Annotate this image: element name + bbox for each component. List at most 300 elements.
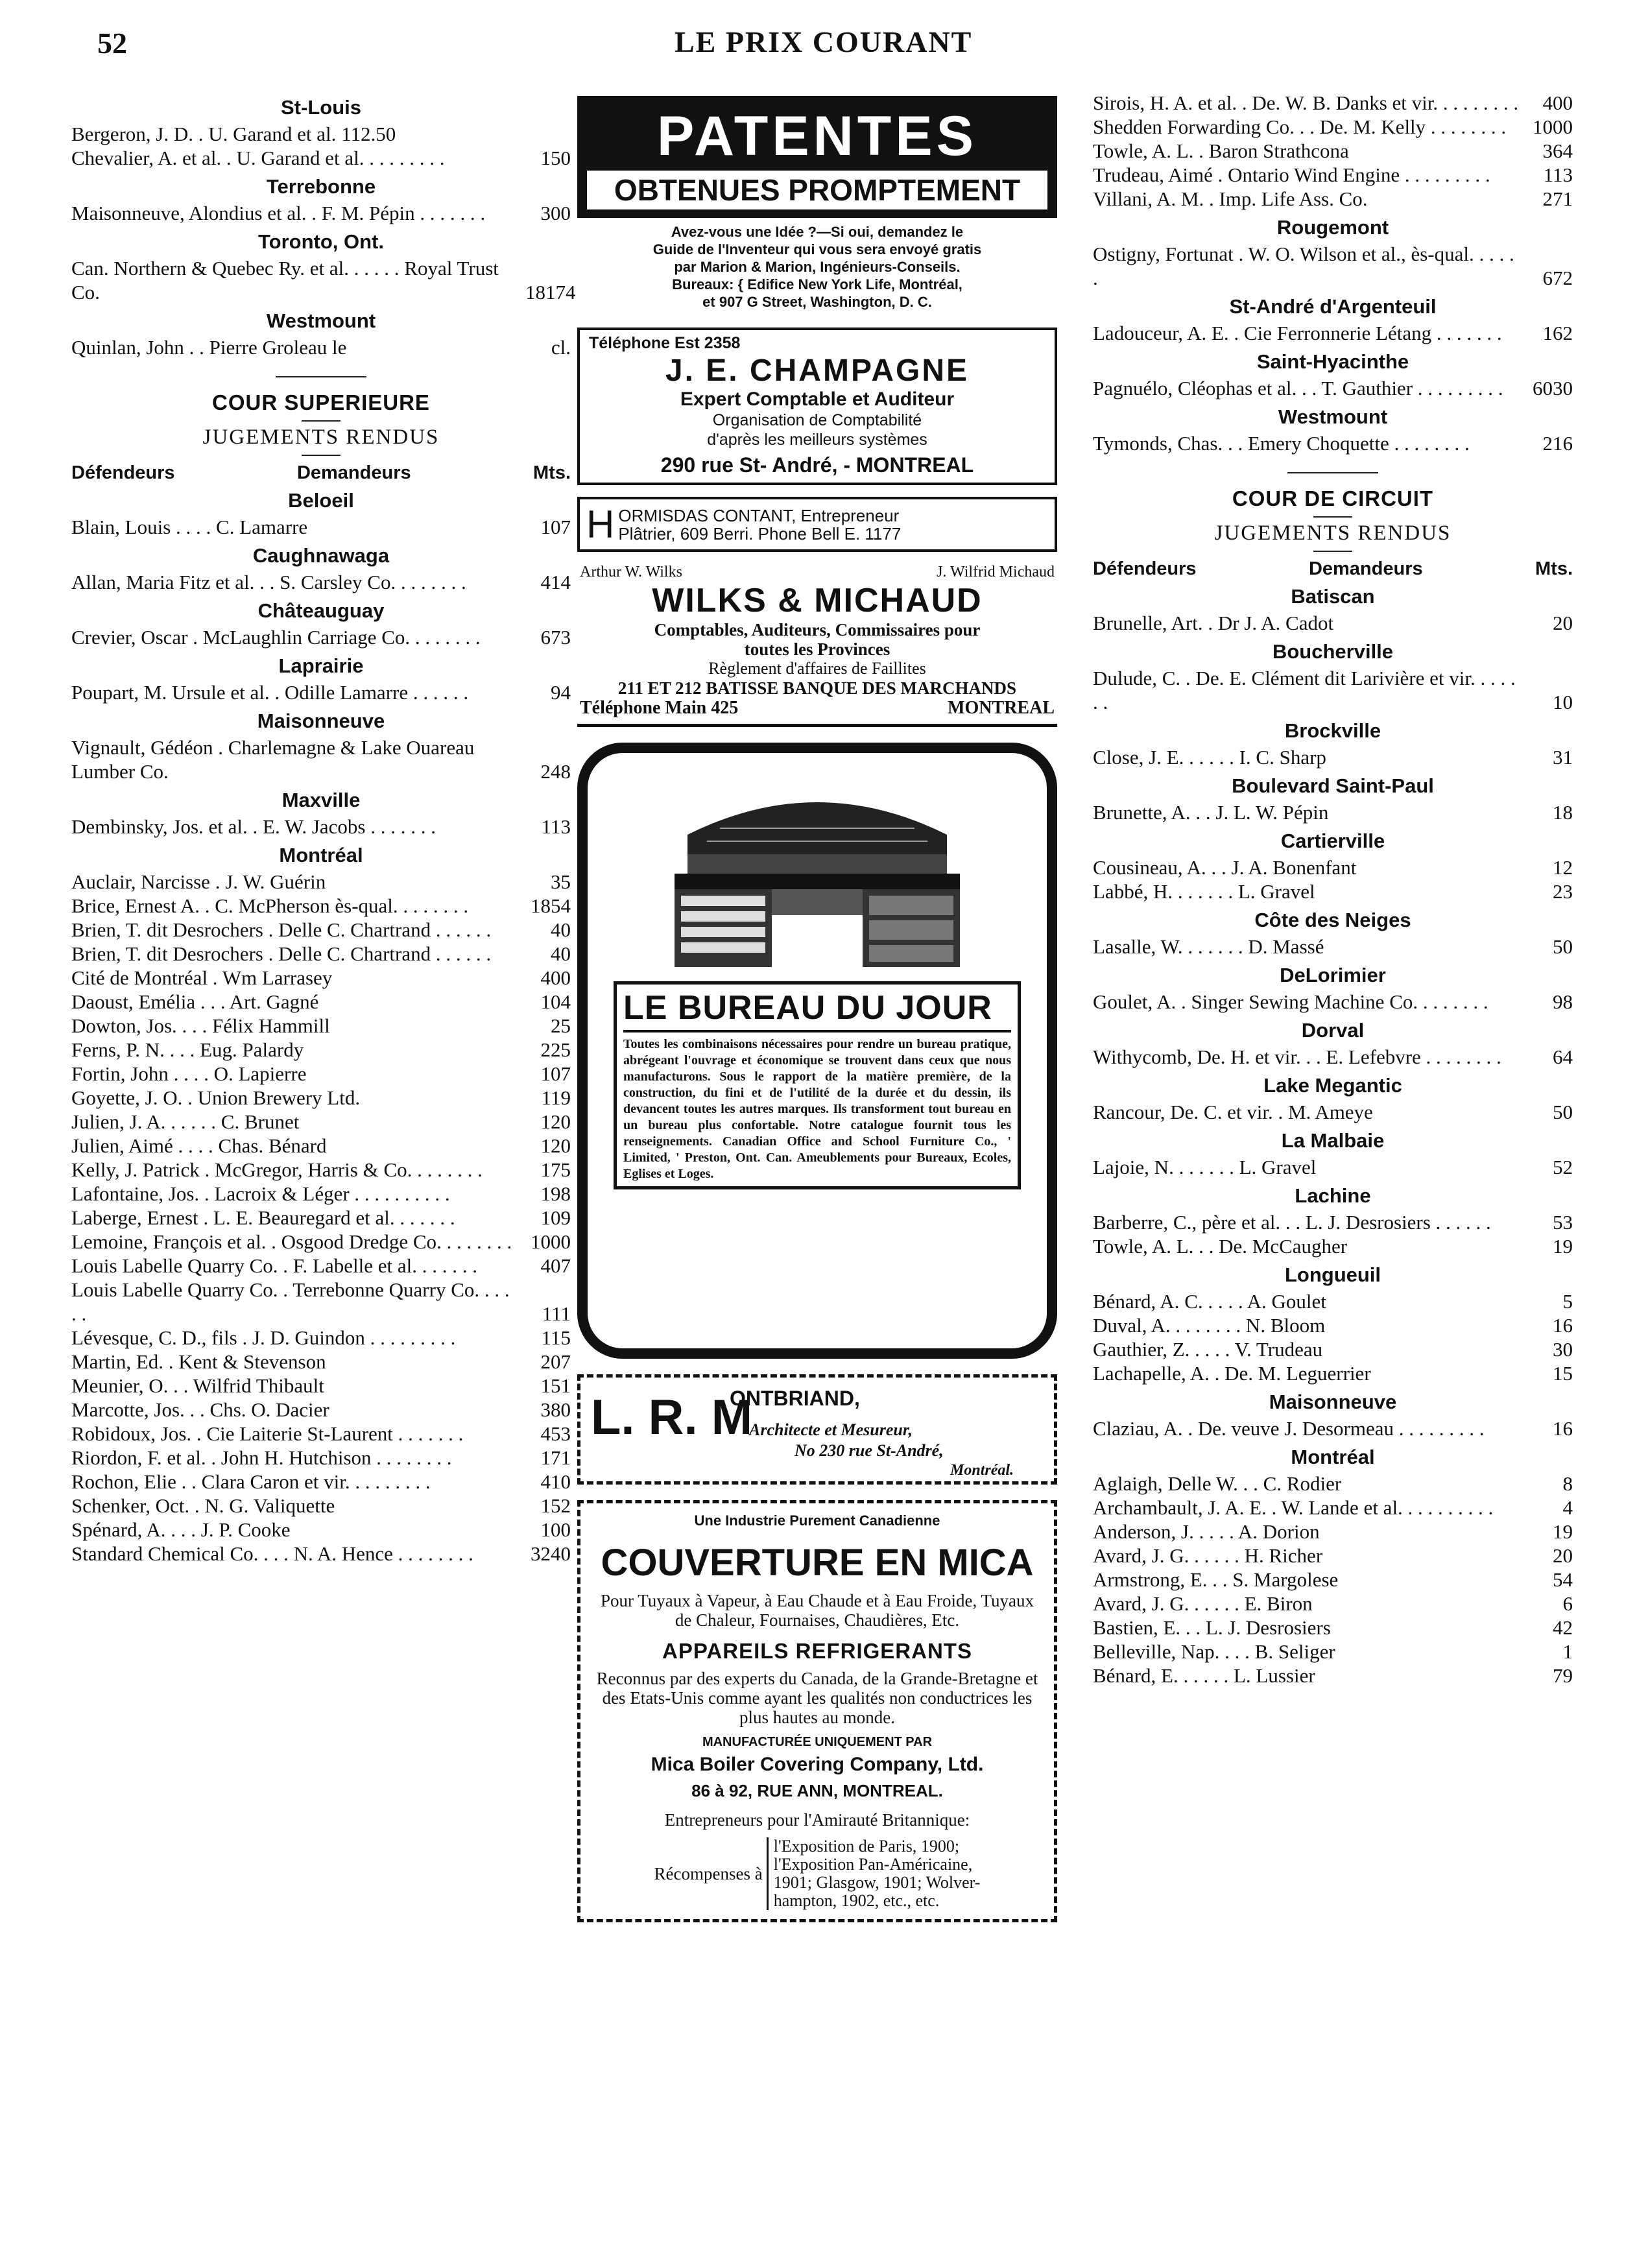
advertisements-column: [577, 91, 1057, 1922]
judgment-amount: 1000: [531, 1230, 571, 1253]
title-rule: [302, 420, 341, 422]
judgment-parties: Dembinsky, Jos. et al. . E. W. Jacobs . . . . . . .: [71, 815, 436, 838]
judgment-entry: [1093, 163, 1573, 187]
judgment-amount: 79: [1553, 1664, 1573, 1687]
place-heading: Longueuil: [1284, 1263, 1381, 1286]
judgment-amount: 12: [1553, 856, 1573, 879]
judgment-entry: [71, 1182, 571, 1206]
judgment-entry: [1093, 1361, 1573, 1385]
judgment-entry: [71, 1446, 571, 1470]
judgment-entry: [1093, 745, 1573, 769]
judgment-parties: Spénard, A. . . . J. P. Cooke: [71, 1518, 291, 1541]
judgment-amount: 225: [540, 1038, 571, 1061]
judgment-parties: Pagnuélo, Cléophas et al. . . T. Gauthier . . . . . . . . .: [1093, 377, 1503, 400]
judgment-parties: Aglaigh, Delle W. . . C. Rodier: [1093, 1472, 1342, 1495]
subtitle-rule: [302, 455, 341, 456]
judgment-amount: 248: [540, 760, 571, 783]
mica-contractors: Entrepreneurs pour l'Amirauté Britannique:: [664, 1810, 970, 1830]
judgment-parties: Towle, A. L. . . De. McCaugher: [1093, 1235, 1348, 1258]
judgment-parties: Goulet, A. . Singer Sewing Machine Co. . . . . . . .: [1093, 990, 1488, 1013]
judgment-entry: [71, 1350, 571, 1374]
champagne-address: 290 rue St- André, - MONTREAL: [660, 453, 974, 477]
judgment-entry: [71, 1422, 571, 1446]
place-heading: St-André d'Argenteuil: [1229, 295, 1437, 318]
judgment-parties: Chevalier, A. et al. . U. Garand et al. . . . . . . . .: [71, 147, 445, 169]
wilks-line: 211 ET 212 BATISSE BANQUE DES MARCHANDS: [617, 678, 1017, 698]
title-rule: [1313, 516, 1352, 518]
section-divider: [276, 376, 366, 377]
wilks-line: Comptables, Auditeurs, Commissaires pour: [654, 620, 981, 639]
judgment-parties: Quinlan, John . . Pierre Groleau le: [71, 336, 347, 359]
judgment-entry: [71, 870, 571, 894]
wilks-firm-name: WILKS & MICHAUD: [652, 582, 983, 619]
judgment-parties: Duval, A. . . . . . . . N. Bloom: [1093, 1314, 1326, 1337]
place-heading: Laprairie: [278, 654, 364, 677]
left-column: [71, 91, 576, 1566]
judgment-amount: 152: [540, 1494, 571, 1517]
judgment-amount: 380: [540, 1398, 571, 1421]
judgment-entry: [1093, 1472, 1573, 1496]
judgment-parties: Dulude, C. . De. E. Clément dit Larivière et vir. . . . . . .: [1093, 667, 1516, 713]
judgment-entry: [1093, 1544, 1573, 1568]
judgment-parties: Labbé, H. . . . . . . L. Gravel: [1093, 880, 1315, 903]
judgment-amount: 175: [540, 1158, 571, 1181]
judgment-amount: 64: [1553, 1045, 1573, 1068]
place-heading: St-Louis: [281, 96, 361, 119]
judgment-entry: [71, 680, 571, 704]
judgment-parties: Rancour, De. C. et vir. . M. Ameye: [1093, 1101, 1373, 1123]
judgment-amount: 50: [1553, 935, 1573, 958]
judgment-amount: 109: [540, 1206, 571, 1229]
judgment-amount: 119: [541, 1086, 571, 1109]
bureau-body: Toutes les combinaisons nécessaires pour rendre un bureau pratique, abrégeant l'ouvrage et économique se trouvent dans ceux que nous manufacturons. Sous le rapport de la matière première, de la construction, du fini et de l'utilité de la durée et du dessin, ils devancent toutes les autres marques. Ils transforment tout bureau en un bureau plus confortable. Notre catalogue fournit tous les renseignements. Canadian Office and School Furniture Co., ' Limited, ' Preston, Ont. Can. Ameublements pour Bureaux, Ecoles, Eglises et Loges.: [623, 1037, 1011, 1181]
place-heading: Westmount: [1278, 405, 1388, 428]
judgment-amount: 113: [541, 815, 571, 838]
judgment-amount: 111: [542, 1302, 571, 1325]
judgment-entry: [1093, 1616, 1573, 1640]
patentes-title: PATENTES: [657, 105, 977, 167]
judgment-entry: [1093, 935, 1573, 959]
judgment-entry: [71, 625, 571, 649]
judgment-parties: Ferns, P. N. . . . Eug. Palardy: [71, 1038, 304, 1061]
judgment-parties: Schenker, Oct. . N. G. Valiquette: [71, 1494, 335, 1517]
mica-award: 1901; Glasgow, 1901; Wolver-: [773, 1873, 981, 1892]
judgment-parties: Vignault, Gédéon . Charlemagne & Lake Ouareau Lumber Co.: [71, 736, 475, 783]
judgment-entry: [71, 735, 571, 783]
judgment-parties: Gauthier, Z. . . . . V. Trudeau: [1093, 1338, 1323, 1361]
judgment-amount: 410: [540, 1470, 571, 1493]
judgment-amount: 5: [1562, 1290, 1573, 1313]
judgment-entry: [71, 122, 571, 146]
judgment-entry: [1093, 1496, 1573, 1520]
judgment-entry: [71, 1014, 571, 1038]
judgment-entry: [71, 1518, 571, 1542]
mica-title: COUVERTURE EN MICA: [601, 1542, 1034, 1584]
champagne-line: d'après les meilleurs systèmes: [707, 431, 927, 449]
place-heading: La Malbaie: [1281, 1129, 1385, 1152]
judgment-entry: [71, 256, 576, 304]
judgment-parties: Laberge, Ernest . L. E. Beauregard et al. . . . . . .: [71, 1206, 455, 1229]
right-top-entries: [1093, 91, 1573, 211]
judgment-parties: Ladouceur, A. E. . Cie Ferronnerie Létang . . . . . . .: [1093, 322, 1502, 344]
judgment-amount: 6030: [1533, 377, 1573, 400]
header-defendeurs: Défendeurs: [71, 462, 175, 483]
place-heading: Lake Megantic: [1263, 1074, 1402, 1097]
judgment-amount: 100: [540, 1518, 571, 1541]
judgment-entry: [71, 1326, 571, 1350]
judgment-amount: 151: [540, 1374, 571, 1397]
judgment-parties: Ostigny, Fortunat . W. O. Wilson et al., ès-qual. . . . . .: [1093, 243, 1514, 289]
judgment-entry: [1093, 1568, 1573, 1592]
judgment-amount: 23: [1553, 880, 1573, 903]
judgment-entry: [71, 1470, 571, 1494]
place-heading: Maisonneuve: [257, 710, 385, 732]
place-heading: Montréal: [279, 844, 363, 866]
place-heading: Caughnawaga: [252, 544, 390, 567]
judgment-parties: Belleville, Nap. . . . B. Seliger: [1093, 1640, 1335, 1663]
judgment-amount: 25: [551, 1014, 571, 1037]
judgment-parties: Goyette, J. O. . Union Brewery Ltd.: [71, 1086, 361, 1109]
right-court-judgments: [1093, 585, 1573, 1688]
champagne-telephone: Téléphone Est 2358: [589, 334, 741, 352]
judgment-parties: Towle, A. L. . Baron Strathcona: [1093, 139, 1349, 162]
judgment-parties: Shedden Forwarding Co. . . De. M. Kelly . . . . . . . .: [1093, 115, 1507, 138]
place-heading: Brockville: [1284, 719, 1381, 742]
patentes-line: Avez-vous une Idée ?—Si oui, demandez le: [671, 224, 964, 240]
judgment-parties: Dowton, Jos. . . . Félix Hammill: [71, 1014, 330, 1037]
judgment-parties: Brunelle, Art. . Dr J. A. Cadot: [1093, 612, 1334, 634]
judgment-entry: [1093, 1520, 1573, 1544]
montbriand-initials: L. R. M: [591, 1390, 753, 1445]
judgment-entry: [1093, 139, 1573, 163]
judgment-parties: Villani, A. M. . Imp. Life Ass. Co.: [1093, 187, 1368, 210]
judgment-amount: 20: [1553, 612, 1573, 634]
judgment-entry: [1093, 1289, 1573, 1313]
mica-top-line: Une Industrie Purement Canadienne: [694, 1512, 940, 1529]
montbriand-ad: [577, 1374, 1057, 1485]
judgment-amount: 364: [1542, 139, 1573, 162]
judgment-parties: Brunette, A. . . J. L. W. Pépin: [1093, 801, 1329, 824]
column-headers: [1093, 558, 1573, 580]
judgment-entry: [71, 894, 571, 918]
champagne-role: Expert Comptable et Auditeur: [680, 388, 955, 410]
place-heading: Terrebonne: [266, 175, 376, 198]
place-heading: Côte des Neiges: [1254, 909, 1411, 931]
judgment-parties: Riordon, F. et al. . John H. Hutchison . . . . . . . .: [71, 1446, 452, 1469]
judgment-amount: 53: [1553, 1211, 1573, 1234]
patentes-line: et 907 G Street, Washington, D. C.: [702, 294, 932, 310]
place-heading: Cartierville: [1280, 830, 1385, 852]
judgment-parties: Blain, Louis . . . . C. Lamarre: [71, 516, 308, 538]
rolltop-desk-illustration: [649, 763, 986, 971]
judgment-entry: [71, 146, 571, 170]
mica-paragraph: Reconnus par des experts du Canada, de la Grande-Bretagne et des Etats-Unis comme ayant les qualités non conductrices les plus hautes au monde.: [596, 1669, 1038, 1727]
judgment-parties: Lajoie, N. . . . . . . L. Gravel: [1093, 1156, 1317, 1178]
place-heading: DeLorimier: [1280, 964, 1386, 986]
judgment-parties: Bastien, E. . . L. J. Desrosiers: [1093, 1616, 1331, 1639]
judgment-entry: [71, 1230, 571, 1254]
judgment-parties: Avard, J. G. . . . . . E. Biron: [1093, 1592, 1313, 1615]
judgment-amount: 407: [540, 1254, 571, 1277]
judgment-entry: [71, 942, 571, 966]
judgment-parties: Louis Labelle Quarry Co. . F. Labelle et al. . . . . . .: [71, 1254, 477, 1277]
judgment-amount: 40: [551, 918, 571, 941]
judgment-parties: Marcotte, Jos. . . Chs. O. Dacier: [71, 1398, 329, 1421]
judgment-entry: [71, 1374, 571, 1398]
place-heading: Batiscan: [1291, 585, 1375, 608]
judgment-parties: Kelly, J. Patrick . McGregor, Harris & Co. . . . . . . .: [71, 1158, 483, 1181]
wilks-city: MONTREAL: [948, 698, 1055, 718]
judgment-entry: [1093, 1045, 1573, 1069]
judgment-parties: Archambault, J. A. E. . W. Lande et al. . . . . . . . . .: [1093, 1496, 1494, 1519]
mica-company: Mica Boiler Covering Company, Ltd.: [651, 1754, 984, 1775]
mica-paragraph: Pour Tuyaux à Vapeur, à Eau Chaude et à Eau Froide, Tuyaux de Chaleur, Fournaises, Chaudières, Etc.: [600, 1591, 1034, 1630]
subtitle-rule: [1313, 551, 1352, 552]
jugements-rendus-title: JUGEMENTS RENDUS: [1214, 521, 1452, 545]
judgment-parties: Daoust, Emélia . . . Art. Gagné: [71, 990, 319, 1013]
judgment-entry: [71, 1062, 571, 1086]
judgment-amount: 120: [540, 1134, 571, 1157]
place-heading: Toronto, Ont.: [258, 230, 384, 253]
montbriand-line: No 230 rue St-André,: [795, 1441, 944, 1460]
judgment-parties: Anderson, J. . . . . A. Dorion: [1093, 1520, 1320, 1543]
judgment-amount: 18174: [525, 281, 576, 304]
place-heading: Maxville: [281, 789, 361, 811]
wilks-line: Règlement d'affaires de Faillites: [708, 659, 926, 678]
judgment-parties: Brien, T. dit Desrochers . Delle C. Chartrand . . . . . .: [71, 918, 492, 941]
judgment-entry: [1093, 1100, 1573, 1124]
page-number: 52: [97, 27, 127, 60]
champagne-name: J. E. CHAMPAGNE: [665, 353, 970, 388]
judgment-entry: [1093, 242, 1573, 290]
judgment-entry: [71, 1278, 571, 1326]
mica-address: 86 à 92, RUE ANN, MONTREAL.: [691, 1781, 943, 1800]
judgment-parties: Brice, Ernest A. . C. McPherson ès-qual. . . . . . . .: [71, 894, 469, 917]
judgment-entry: [1093, 376, 1573, 400]
judgment-amount: 1: [1562, 1640, 1573, 1663]
judgment-parties: Cité de Montréal . Wm Larrasey: [71, 966, 333, 989]
judgment-amount: 400: [540, 966, 571, 989]
judgment-amount: 107: [540, 516, 571, 538]
judgment-parties: Standard Chemical Co. . . . N. A. Hence . . . . . . . .: [71, 1542, 473, 1565]
judgment-parties: Fortin, John . . . . O. Lapierre: [71, 1062, 307, 1085]
judgment-amount: 107: [540, 1062, 571, 1085]
judgment-entry: [71, 1086, 571, 1110]
judgment-parties: Lévesque, C. D., fils . J. D. Guindon . . . . . . . . .: [71, 1326, 456, 1349]
judgment-amount: 120: [540, 1110, 571, 1133]
champagne-line: Organisation de Comptabilité: [712, 411, 922, 429]
header-mts: Mts.: [533, 462, 571, 483]
judgment-entry: [71, 1542, 571, 1566]
place-heading: Châteauguay: [257, 599, 385, 622]
judgment-parties: Armstrong, E. . . S. Margolese: [1093, 1568, 1339, 1591]
judgment-parties: Bénard, E. . . . . . L. Lussier: [1093, 1664, 1315, 1687]
judgment-entry: [1093, 1155, 1573, 1179]
judgment-amount: 16: [1553, 1314, 1573, 1337]
judgment-entry: [1093, 611, 1573, 635]
judgment-amount: 150: [540, 147, 571, 169]
place-heading: Montréal: [1291, 1446, 1375, 1468]
mica-award: hampton, 1902, etc., etc.: [773, 1891, 940, 1910]
header-demandeurs: Demandeurs: [1308, 558, 1423, 579]
judgment-parties: Withycomb, De. H. et vir. . . E. Lefebvre . . . . . . . .: [1093, 1045, 1501, 1068]
judgment-entry: [71, 1398, 571, 1422]
judgment-amount: 104: [540, 990, 571, 1013]
judgment-entry: [1093, 1416, 1573, 1440]
judgment-parties: Trudeau, Aimé . Ontario Wind Engine . . . . . . . . .: [1093, 163, 1490, 186]
place-heading: Rougemont: [1276, 216, 1389, 239]
judgment-entry: [1093, 800, 1573, 824]
judgment-entry: [71, 1134, 571, 1158]
header-mts: Mts.: [1535, 558, 1573, 579]
header-demandeurs: Demandeurs: [296, 462, 411, 483]
hormisdas-ad: [577, 497, 1057, 552]
judgment-parties: Louis Labelle Quarry Co. . Terrebonne Quarry Co. . . . . .: [71, 1278, 510, 1325]
judgment-parties: Claziau, A. . De. veuve J. Desormeau . . . . . . . . .: [1093, 1417, 1485, 1440]
judgment-parties: Close, J. E. . . . . . I. C. Sharp: [1093, 746, 1326, 769]
jugements-rendus-title: JUGEMENTS RENDUS: [202, 425, 440, 449]
judgment-parties: Rochon, Elie . . Clara Caron et vir. . . . . . . . .: [71, 1470, 431, 1493]
judgment-entry: [1093, 1337, 1573, 1361]
judgment-entry: [1093, 91, 1573, 115]
judgment-amount: 216: [1542, 432, 1573, 455]
court-title-superieure: COUR SUPERIEURE: [212, 390, 430, 414]
wilks-phone: Téléphone Main 425: [580, 698, 739, 718]
judgment-entry: [71, 1494, 571, 1518]
judgment-amount: 18: [1553, 801, 1573, 824]
place-heading: Saint-Hyacinthe: [1256, 350, 1409, 373]
judgment-entry: [71, 335, 571, 359]
judgment-amount: 8: [1562, 1472, 1573, 1495]
mica-awards-label: Récompenses à: [654, 1863, 763, 1883]
judgment-amount: 98: [1553, 990, 1573, 1013]
hormisdas-line: ORMISDAS CONTANT, Entrepreneur: [618, 505, 900, 525]
judgment-amount: 30: [1553, 1338, 1573, 1361]
judgment-amount: 52: [1553, 1156, 1573, 1178]
judgment-entry: [71, 966, 571, 990]
judgment-parties: Lachapelle, A. . De. M. Leguerrier: [1093, 1362, 1371, 1385]
place-heading: Lachine: [1295, 1184, 1371, 1207]
patentes-ad: [577, 96, 1057, 316]
judgment-amount: 171: [540, 1446, 571, 1469]
judgment-parties: Bergeron, J. D. . U. Garand et al. 112.50: [71, 123, 396, 145]
judgment-amount: 94: [551, 681, 571, 704]
judgment-entry: [71, 1110, 571, 1134]
judgment-amount: 113: [1543, 163, 1573, 186]
mica-subtitle: APPAREILS REFRIGERANTS: [662, 1639, 972, 1663]
judgment-amount: 40: [551, 942, 571, 965]
wilks-line: toutes les Provinces: [744, 639, 890, 659]
place-heading: Maisonneuve: [1269, 1391, 1397, 1413]
court-title-circuit: COUR DE CIRCUIT: [1232, 486, 1434, 510]
judgment-entry: [71, 815, 571, 839]
section-divider: [1287, 472, 1378, 473]
judgment-amount: 400: [1542, 91, 1573, 114]
judgment-entry: [1093, 1210, 1573, 1234]
montbriand-name: ONTBRIAND,: [730, 1387, 860, 1410]
judgment-amount: 672: [1542, 267, 1573, 289]
judgment-amount: 16: [1553, 1417, 1573, 1440]
judgment-amount: 6: [1562, 1592, 1573, 1615]
judgment-entry: [71, 1254, 571, 1278]
judgment-entry: [71, 1158, 571, 1182]
judgment-entry: [71, 570, 571, 594]
hormisdas-line: Plâtrier, 609 Berri. Phone Bell E. 1177: [618, 523, 902, 543]
judgment-entry: [1093, 431, 1573, 455]
judgment-entry: [1093, 666, 1573, 714]
judgment-amount: 3240: [531, 1542, 571, 1565]
judgment-entry: [1093, 1313, 1573, 1337]
wilks-michaud-ad: [577, 564, 1057, 727]
judgment-parties: Lasalle, W. . . . . . . D. Massé: [1093, 935, 1324, 958]
judgment-amount: 453: [540, 1422, 571, 1445]
judgment-amount: 271: [1542, 187, 1573, 210]
judgment-parties: Robidoux, Jos. . Cie Laiterie St-Laurent . . . . . . .: [71, 1422, 464, 1445]
judgment-entry: [1093, 1592, 1573, 1616]
judgment-parties: Brien, T. dit Desrochers . Delle C. Chartrand . . . . . .: [71, 942, 492, 965]
judgment-entry: [1093, 321, 1573, 345]
judgment-entry: [1093, 187, 1573, 211]
judgment-amount: 300: [540, 202, 571, 224]
header-defendeurs: Défendeurs: [1093, 558, 1197, 579]
champagne-ad: [577, 328, 1057, 485]
judgment-entry: [1093, 1234, 1573, 1258]
judgment-entry: [1093, 879, 1573, 903]
judgment-parties: Barberre, C., père et al. . . L. J. Desrosiers . . . . . .: [1093, 1211, 1491, 1234]
judgment-entry: [1093, 990, 1573, 1014]
judgment-amount: 19: [1553, 1520, 1573, 1543]
page-title: LE PRIX COURANT: [675, 25, 973, 58]
judgment-parties: Tymonds, Chas. . . Emery Choquette . . . . . . . .: [1093, 432, 1470, 455]
place-heading: Westmount: [266, 309, 376, 332]
montbriand-line: Montréal.: [950, 1462, 1014, 1479]
judgment-parties: Cousineau, A. . . J. A. Bonenfant: [1093, 856, 1357, 879]
patentes-line: Guide de l'Inventeur qui vous sera envoyé gratis: [652, 241, 982, 257]
patentes-subtitle: OBTENUES PROMPTEMENT: [585, 169, 1049, 211]
judgment-entry: [1093, 1664, 1573, 1688]
judgment-amount: cl.: [551, 336, 571, 359]
judgment-amount: 115: [541, 1326, 571, 1349]
judgment-entry: [1093, 855, 1573, 879]
judgment-amount: 42: [1553, 1616, 1573, 1639]
judgment-amount: 1854: [531, 894, 571, 917]
judgment-amount: 10: [1553, 691, 1573, 713]
judgment-amount: 20: [1553, 1544, 1573, 1567]
patentes-text: [577, 218, 1057, 316]
hormisdas-initial: H: [586, 503, 615, 546]
judgment-entry: [1093, 115, 1573, 139]
judgment-parties: Crevier, Oscar . McLaughlin Carriage Co. . . . . . . .: [71, 626, 481, 649]
right-column: [1093, 91, 1573, 1688]
judgment-entry: [1093, 1640, 1573, 1664]
judgment-parties: Maisonneuve, Alondius et al. . F. M. Pépin . . . . . . .: [71, 202, 486, 224]
judgment-entry: [71, 1038, 571, 1062]
judgment-parties: Allan, Maria Fitz et al. . . S. Carsley Co. . . . . . . .: [71, 571, 466, 593]
judgment-entry: [71, 515, 571, 539]
judgment-amount: 15: [1553, 1362, 1573, 1385]
place-heading: Boulevard Saint-Paul: [1232, 774, 1434, 797]
mica-manufactured: MANUFACTURÉE UNIQUEMENT PAR: [702, 1735, 933, 1749]
montbriand-line: Architecte et Mesureur,: [749, 1420, 913, 1439]
patentes-line: Bureaux: { Edifice New York Life, Montréal,: [672, 276, 962, 292]
mica-award: l'Exposition de Paris, 1900;: [773, 1837, 960, 1856]
mica-award: l'Exposition Pan-Américaine,: [773, 1855, 973, 1874]
place-heading: Dorval: [1301, 1019, 1365, 1042]
judgment-amount: 207: [540, 1350, 571, 1373]
judgment-amount: 198: [540, 1182, 571, 1205]
judgment-entry: [71, 201, 571, 225]
place-heading: Beloeil: [288, 489, 354, 512]
